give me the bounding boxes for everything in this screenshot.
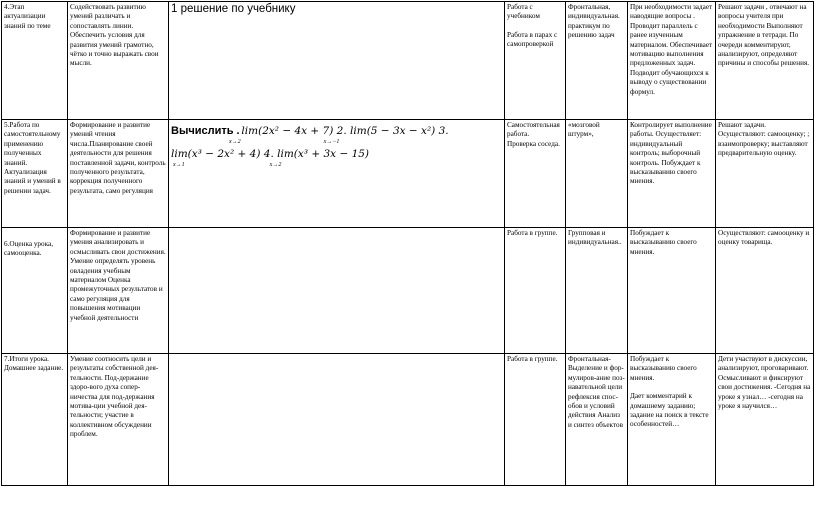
stage-cell: 4.Этап актуализации знаний по теме xyxy=(2,2,68,120)
limit-subscript: x→−1 xyxy=(323,139,340,145)
teacher-cell: При необходимости задает наводящие вопросы . Проводит параллель с ранее изученным материалом. Обеспечивает мотивацию выполнения предложенных задач. Подводит обучающихся к выводу о существовании формул. xyxy=(628,2,716,120)
teacher-gap xyxy=(630,383,713,392)
limit-subscript: x→1 xyxy=(173,162,185,168)
method-line: Работа в парах с самопроверкой xyxy=(507,30,558,49)
goals-cell: Умение соотносить цели и результаты собственной дея-тельности. Под-держание здоро-вого духа сопер-ничества для под-держания мотива-ции учебной дея-тельности; участие в коллективном обсуждении проблем. xyxy=(68,354,169,486)
methods-cell: Работа в группе. xyxy=(505,354,566,486)
forms-cell: Групповая и индивидуальная.. xyxy=(566,228,628,354)
limit-expression: lim(x³ − 2x² + 4) 4. lim(x³ + 3x − 15) xyxy=(171,148,370,160)
methods-cell xyxy=(505,2,566,120)
task-heading: 1 решение по учебнику xyxy=(171,3,296,15)
methods-cell: Работа в группе. xyxy=(505,228,566,354)
students-cell: Решают задачи. Осуществляют: самооценку; ; взаимопроверку; выставляют предварительную оценку. xyxy=(716,120,814,228)
teacher-cell xyxy=(628,354,716,486)
method-gap xyxy=(507,22,563,31)
goals-cell: Формирование и развитие умений чтения числа.Планирование своей деятельности для решения поставленной задачи, контроль полученного результата, коррекция полученного результата, само регуляция xyxy=(68,120,169,228)
stage-cell xyxy=(2,228,68,354)
limit-expression: lim(2x² − 4x + 7) 2. lim(5 − 3x − x²) 3. xyxy=(241,125,449,137)
calc-label: Вычислить . xyxy=(171,125,240,137)
limit-subscript: x→2 xyxy=(229,139,241,145)
lesson-plan-table xyxy=(1,1,814,486)
goals-cell: Содействовать развитию умений различать и сопоставлять линии. Обеспечить условия для развития умений грамотно, чётко и точно выражать свои мысли. xyxy=(68,2,169,120)
students-cell: Осуществляют: самооценку и оценку товарища. xyxy=(716,228,814,354)
method-line: Проверка соседа. xyxy=(507,139,560,148)
method-line: Работа с учебником xyxy=(507,3,540,21)
methods-cell xyxy=(505,120,566,228)
teacher-cell: Побуждает к высказыванию своего мнения. xyxy=(628,228,716,354)
table-row xyxy=(2,120,814,228)
task-cell xyxy=(169,354,505,486)
table-row xyxy=(2,354,814,486)
forms-cell: Фронтальная, индивидуальная. практикум по решению задач xyxy=(566,2,628,120)
method-line: Самостоятельная работа. xyxy=(507,121,560,139)
table-row xyxy=(2,2,814,120)
task-cell xyxy=(169,228,505,354)
teacher-line: Побуждает к высказыванию своего мнения. xyxy=(630,355,697,382)
stage-cell: 7.Итоги урока. Домашнее задание. xyxy=(2,354,68,486)
teacher-cell: Контролирует выполнение работы. Осуществляет: индивидуальный контроль; выборочный контроль. Побуждает к высказыванию своего мнения. xyxy=(628,120,716,228)
table-row xyxy=(2,228,814,354)
task-cell xyxy=(169,2,505,120)
limit-subscript: x→2 xyxy=(269,162,282,168)
forms-cell: «мозговой штурм», xyxy=(566,120,628,228)
forms-cell: Фронтальная- Выделение и фор-мулиров-ание поз-навательной цели рефлексия спос-обов и условий действия Анализ и синтез объектов xyxy=(566,354,628,486)
students-cell: Дети участвуют в дискуссии, анализируют, проговаривают. Осмысливают и фиксируют свои достижения. -Сегодня на уроке я узнал… -сегодня на уроке я научился… xyxy=(716,354,814,486)
students-cell: Решают задачи , отвечают на вопросы учителя при необходимости Выполняют упражнение в тетради. По очереди комментируют, анализируют, определяют причины и способы решения. xyxy=(716,2,814,120)
stage-text: 6.Оценка урока, самооценка. xyxy=(4,240,53,258)
goals-cell: Формирование и развитие умения анализировать и осмысливать свои достижения. Умение определять уровень овладения учебным материалом Оценка промежуточных результатов и само регуляция для повышения мотивации учебной деятельности xyxy=(68,228,169,354)
task-cell xyxy=(169,120,505,228)
teacher-line: Дает комментарий к домашнему заданию; задание на поиск в тексте особенностей… xyxy=(630,392,709,429)
stage-cell: 5.Работа по самостоятельному применению полученных знаний. Актуализация знаний и умений в решении задач. xyxy=(2,120,68,228)
